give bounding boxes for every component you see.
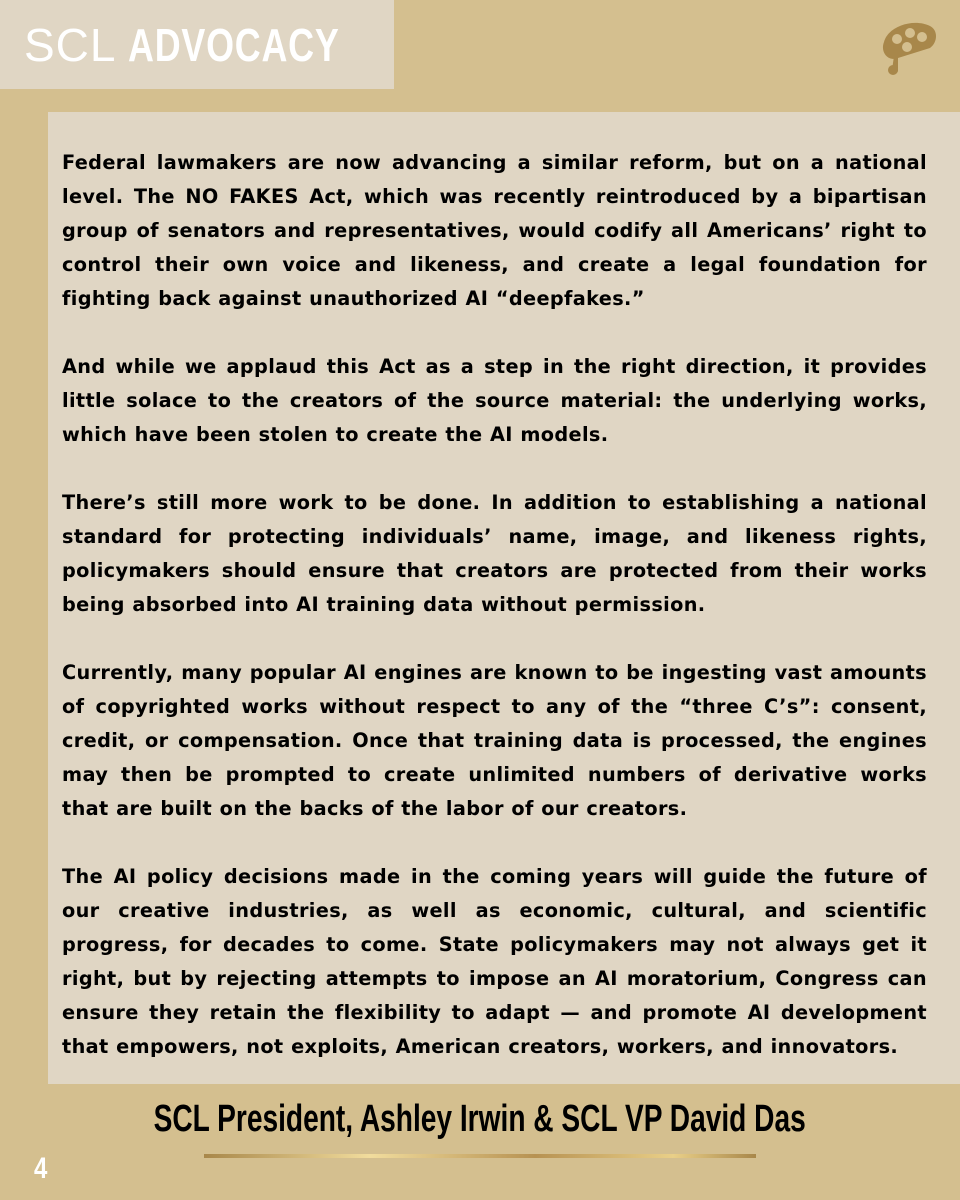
article-paragraph: Federal lawmakers are now advancing a similar reform, but on a national level. The NO FAKES Act, which was recently reintroduced by a bipartisan group of senators and representatives, would codify all Americans’ right to control their own voice and likeness, and create a legal foundation for fighting back against unauthorized AI “deepfakes.”: [62, 151, 927, 310]
article-paragraph: The AI policy decisions made in the coming years will guide the future of our creative industries, as well as economic, cultural, and scientific progress, for decades to come. State policymakers may not always get it right, but by rejecting attempts to impose an AI moratorium, Congress can ensure they retain the flexibility to adapt — and promote AI development that empowers, not exploits, American creators, workers, and innovators.: [62, 865, 927, 1058]
signature-text: SCL President, Ashley Irwin & SCL VP David Das: [153, 1098, 807, 1140]
brand-wordmark: [24, 18, 400, 71]
article-panel: [48, 112, 960, 1084]
brand-header: [0, 0, 394, 89]
article-paragraph: Currently, many popular AI engines are known to be ingesting vast amounts of copyrighted works without respect to any of the “three C’s”: consent, credit, or compensation. Once that training data is processed, the engines may then be prompted to create unlimited numbers of derivative works that are built on the backs of the labor of our creators.: [62, 661, 927, 820]
brand-secondary: ADVOCACY: [128, 18, 341, 71]
film-reel-note-icon: [876, 12, 942, 78]
brand-primary: SCL: [24, 18, 117, 71]
article-paragraph: And while we applaud this Act as a step in the right direction, it provides little solace to the creators of the source material: the underlying works, which have been stolen to create the AI models.: [62, 355, 927, 446]
gold-divider: [204, 1154, 756, 1158]
page-number: 4: [34, 1152, 48, 1185]
author-signature: [0, 1100, 960, 1138]
article-paragraph: There’s still more work to be done. In addition to establishing a national standard for protecting individuals’ name, image, and likeness rights, policymakers should ensure that creators are protected from their works being absorbed into AI training data without permission.: [62, 491, 927, 616]
